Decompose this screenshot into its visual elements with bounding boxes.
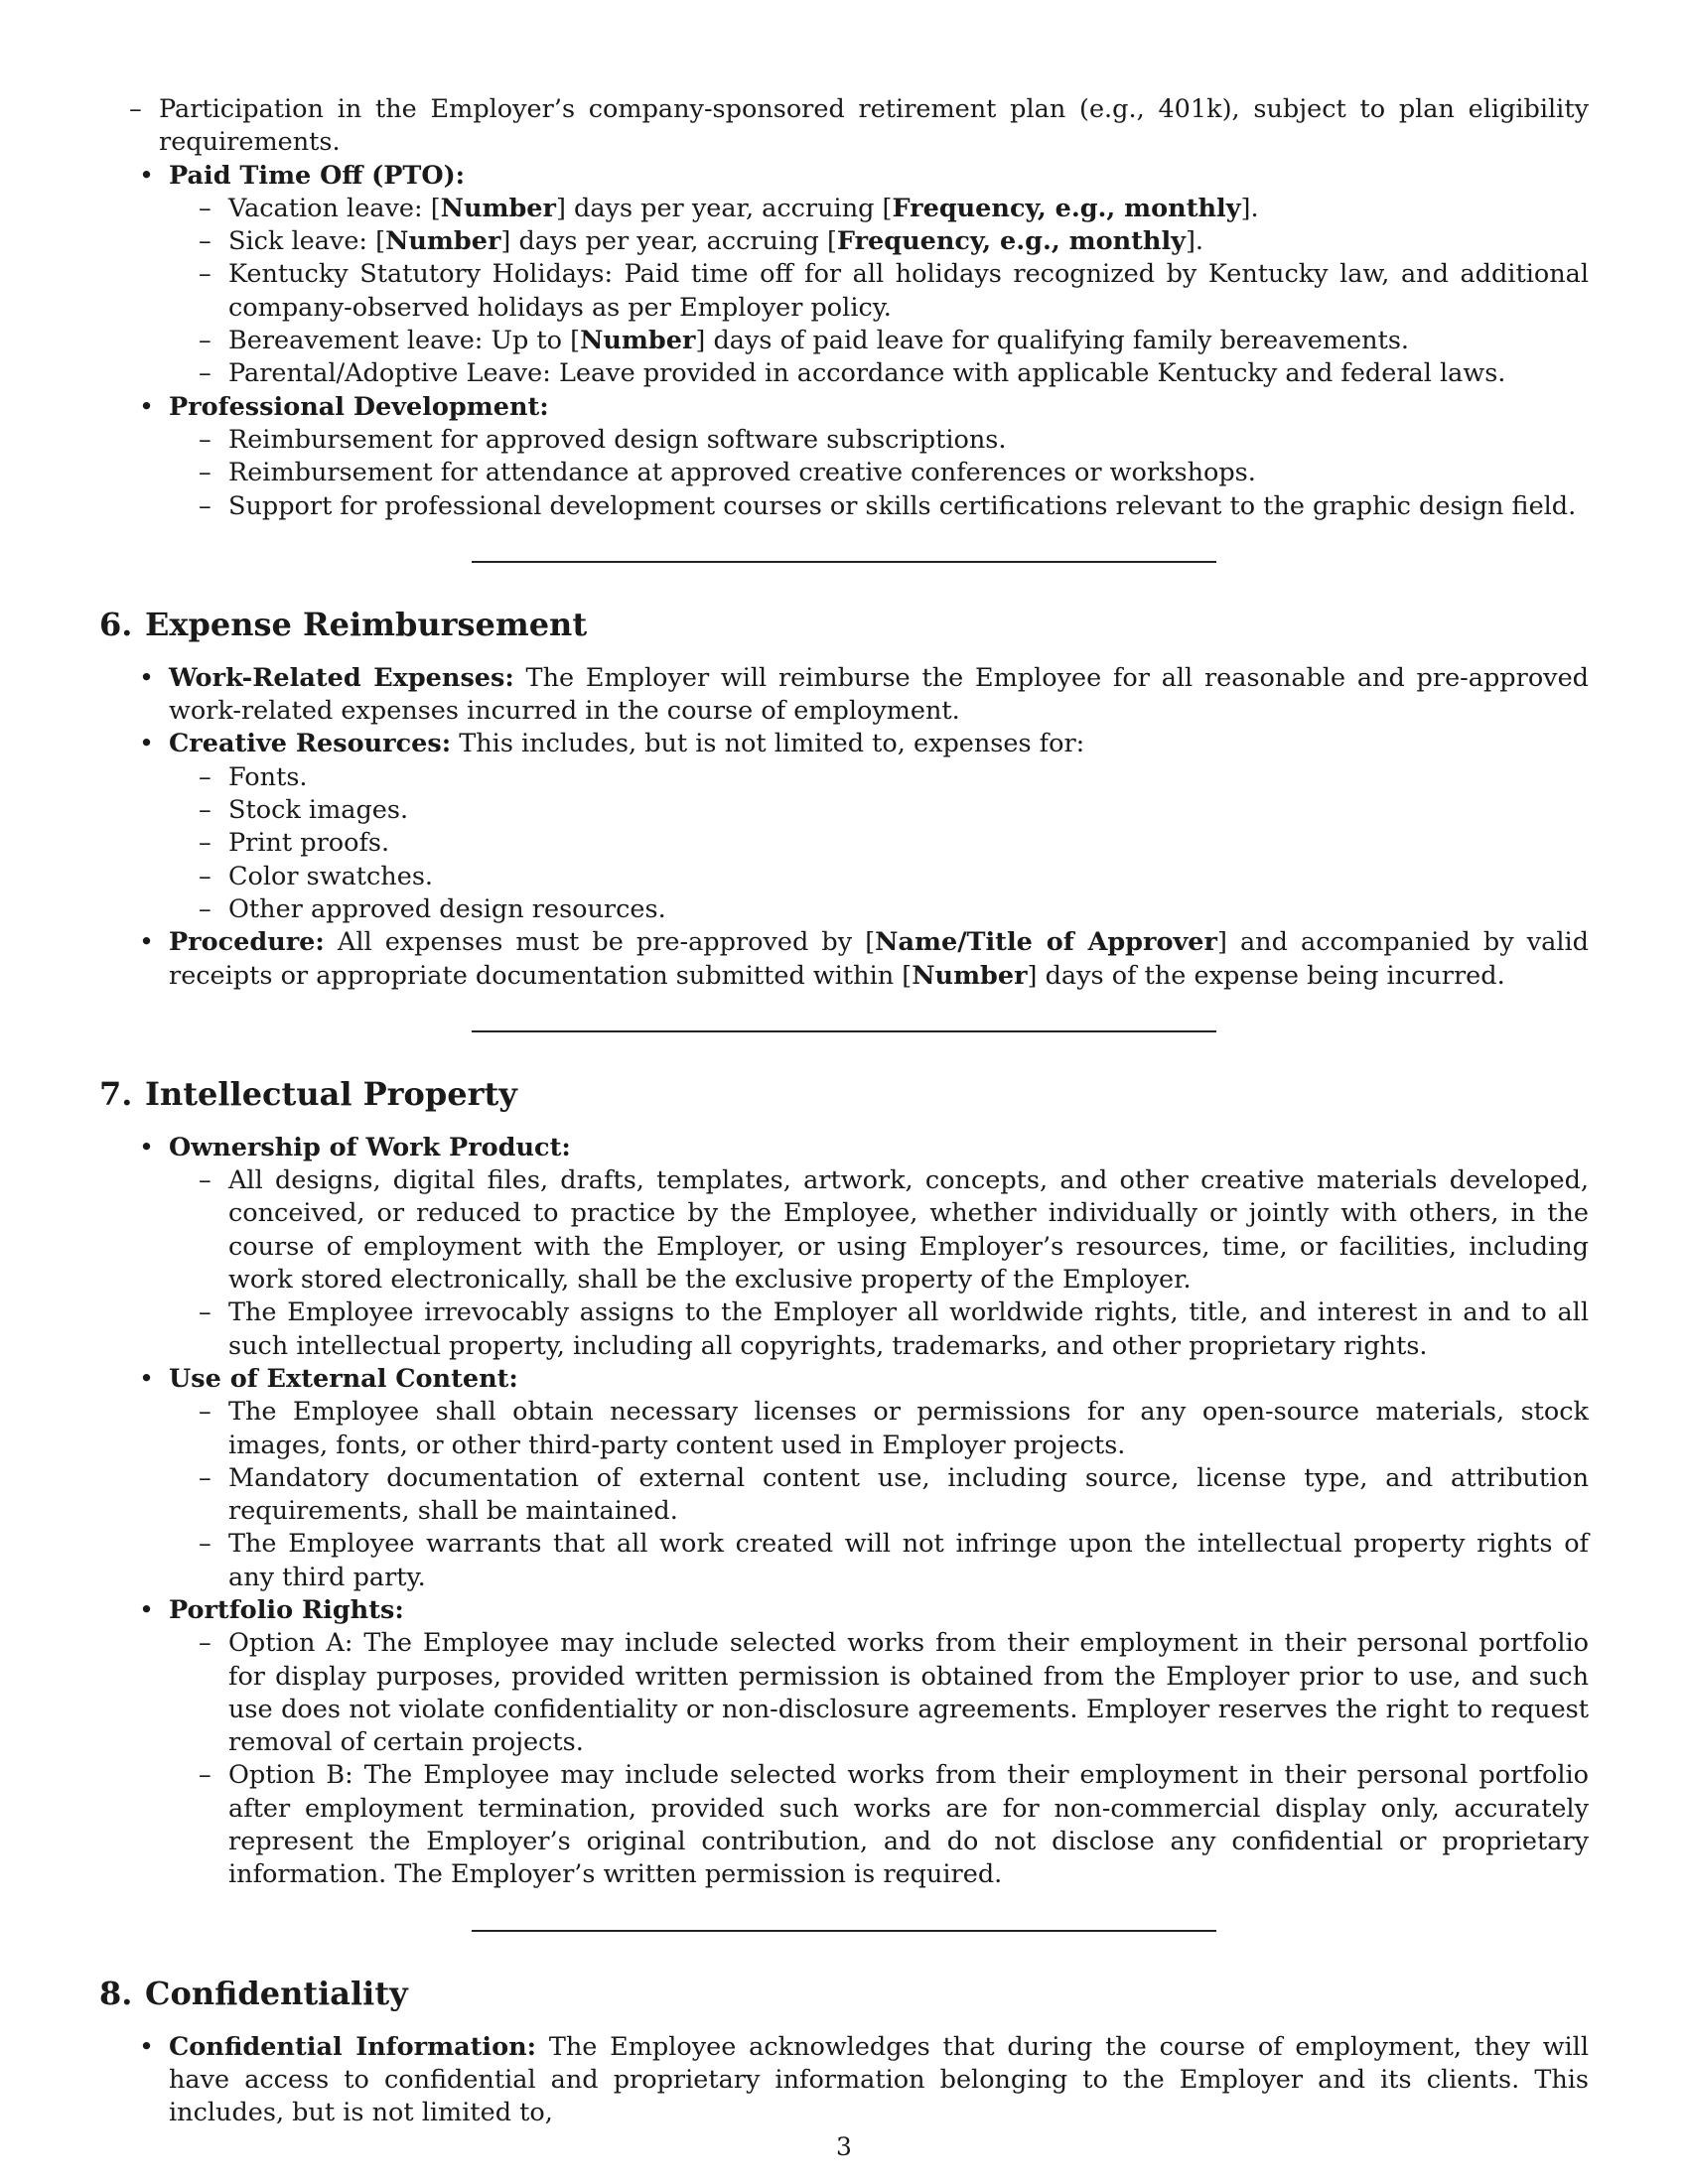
list-item: – The Employee irrevocably assigns to the Employer all worldwide rights, title, and interest in and to all such intellectual property, including all copyrights, trademarks, and other proprietary rights. xyxy=(169,1297,1589,1363)
parental-item: – Parental/Adoptive Leave: Leave provided in accordance with applicable Kentucky and federal laws. xyxy=(169,357,1589,390)
section-8-heading: 8. Confidentiality xyxy=(99,1974,408,2012)
section-divider xyxy=(472,561,1216,563)
list-item: – The Employee warrants that all work created will not infringe upon the intellectual property rights of any third party. xyxy=(169,1528,1589,1594)
prof-dev-sublist xyxy=(169,424,1589,523)
section-7-list xyxy=(99,1132,1589,1892)
section-8-list xyxy=(99,2031,1589,2130)
list-item: – Stock images. xyxy=(169,794,1589,827)
section-divider xyxy=(472,1030,1216,1032)
retirement-item: – Participation in the Employer’s company-sponsored retirement plan (e.g., 401k), subject to plan eligibility requirements. xyxy=(99,93,1589,160)
section-6-heading: 6. Expense Reimbursement xyxy=(99,605,588,643)
pto-item xyxy=(99,160,1589,391)
list-item: – Support for professional development courses or skills certifications relevant to the graphic design field. xyxy=(169,490,1589,523)
list-item: – Reimbursement for approved design software subscriptions. xyxy=(169,424,1589,457)
portfolio-rights-item: • Portfolio Rights: – Option A: The Employee may include selected works from their employment in their personal portfolio for display purposes, provided written permission is obtained from the Employer prior to use, and such use does not violate confidentiality or non-disclosure agreements. Employer reserves the right to request removal of certain projects. – Option B: The Employee may include selected works from their employment in their personal portfolio after employment termination, provided such works are for non-commercial display only, accurately represent the Employer’s original contribution, and do not disclose any confidential or proprietary information. The Employer’s written permission is required. xyxy=(99,1594,1589,1892)
portfolio-rights-sublist xyxy=(169,1627,1589,1891)
list-item: – Fonts. xyxy=(169,761,1589,794)
vacation-item: – Vacation leave: [Number] days per year, accruing [Frequency, e.g., monthly]. xyxy=(169,193,1589,225)
document-page xyxy=(99,93,1589,2130)
external-content-item: • Use of External Content: – The Employee shall obtain necessary licenses or permissions for any open-source materials, stock images, fonts, or other third-party content used in Employer projects. – Mandatory documentation of external content use, including source, license type, and attribution requirements, shall be maintained. – The Employee warrants that all work created will not infringe upon the intellectual property rights of any third party. xyxy=(99,1363,1589,1594)
list-item: – Print proofs. xyxy=(169,827,1589,860)
benefits-continued-list xyxy=(99,93,1589,160)
section-6-list xyxy=(99,662,1589,993)
list-item: – The Employee shall obtain necessary licenses or permissions for any open-source materials, stock images, fonts, or other third-party content used in Employer projects. xyxy=(169,1396,1589,1462)
ownership-sublist xyxy=(169,1164,1589,1363)
section-7-heading: 7. Intellectual Property xyxy=(99,1074,517,1113)
list-item: – Option A: The Employee may include selected works from their employment in their personal portfolio for display purposes, provided written permission is obtained from the Employer prior to use, and such use does not violate confidentiality or non-disclosure agreements. Employer reserves the right to request removal of certain projects. xyxy=(169,1627,1589,1759)
pto-sublist xyxy=(169,193,1589,391)
list-item: – Option B: The Employee may include selected works from their employment in their personal portfolio after employment termination, provided such works are for non-commercial display only, accurately represent the Employer’s original contribution, and do not disclose any confidential or proprietary information. The Employer’s written permission is required. xyxy=(169,1759,1589,1891)
section-divider xyxy=(472,1930,1216,1932)
prof-dev-heading: Professional Development: xyxy=(169,391,549,422)
page-number: 3 xyxy=(836,2132,852,2161)
pto-heading: Paid Time Off (PTO): xyxy=(169,160,466,191)
bereavement-item: – Bereavement leave: Up to [Number] days of paid leave for qualifying family bereavements. xyxy=(169,325,1589,357)
creative-resources-item: • Creative Resources: This includes, but is not limited to, expenses for: – Fonts. – Stock images. – Print proofs. – Color swatches. – Other approved design resources. xyxy=(99,728,1589,926)
confidential-info-item: • Confidential Information: The Employee acknowledges that during the course of employment, they will have access to confidential and proprietary information belonging to the Employer and its clients. This includes, but is not limited to, xyxy=(99,2031,1589,2130)
list-item: – All designs, digital files, drafts, templates, artwork, concepts, and other creative materials developed, conceived, or reduced to practice by the Employee, whether individually or jointly with others, in the course of employment with the Employer, or using Employer’s resources, time, or facilities, including work stored electronically, shall be the exclusive property of the Employer. xyxy=(169,1164,1589,1297)
ownership-item: • Ownership of Work Product: – All designs, digital files, drafts, templates, artwork, concepts, and other creative materials developed, conceived, or reduced to practice by the Employee, whether individually or jointly with others, in the course of employment with the Employer, or using Employer’s resources, time, or facilities, including work stored electronically, shall be the exclusive property of the Employer. – The Employee irrevocably assigns to the Employer all worldwide rights, title, and interest in and to all such intellectual property, including all copyrights, trademarks, and other proprietary rights. xyxy=(99,1132,1589,1363)
procedure-item: • Procedure: All expenses must be pre-approved by [Name/Title of Approver] and accompanied by valid receipts or appropriate documentation submitted within [Number] days of the expense being incurred. xyxy=(99,926,1589,993)
prof-dev-item xyxy=(99,391,1589,523)
benefits-list xyxy=(99,160,1589,523)
sick-item: – Sick leave: [Number] days per year, accruing [Frequency, e.g., monthly]. xyxy=(169,225,1589,258)
list-item: – Reimbursement for attendance at approved creative conferences or workshops. xyxy=(169,457,1589,489)
list-item: – Other approved design resources. xyxy=(169,893,1589,926)
work-expenses-item: • Work-Related Expenses: The Employer will reimburse the Employee for all reasonable and pre-approved work-related expenses incurred in the course of employment. xyxy=(99,662,1589,729)
list-item: – Mandatory documentation of external content use, including source, license type, and attribution requirements, shall be maintained. xyxy=(169,1462,1589,1529)
external-content-sublist xyxy=(169,1396,1589,1594)
holidays-item: – Kentucky Statutory Holidays: Paid time off for all holidays recognized by Kentucky law, and additional company-observed holidays as per Employer policy. xyxy=(169,258,1589,325)
list-item: – Color swatches. xyxy=(169,861,1589,893)
creative-resources-sublist xyxy=(169,761,1589,926)
